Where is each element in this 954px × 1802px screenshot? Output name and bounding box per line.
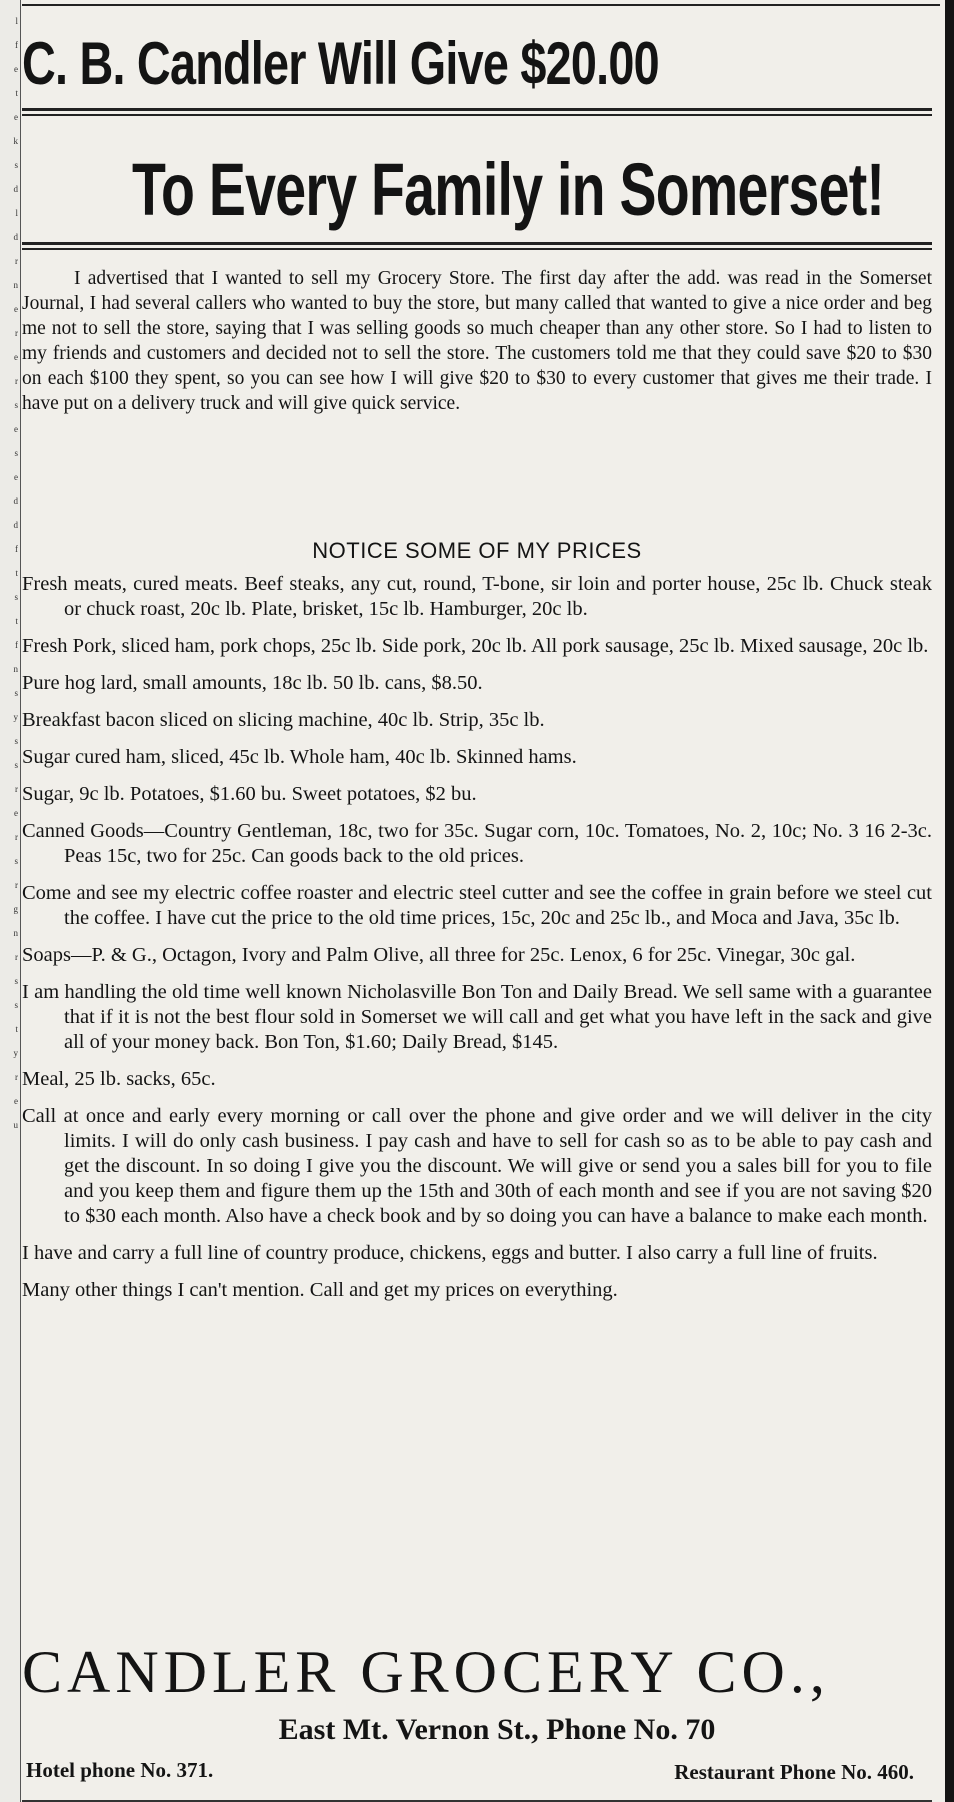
adjacent-column-fragments bbox=[0, 0, 21, 1802]
margin-fragment: s bbox=[14, 400, 18, 410]
margin-fragment: n bbox=[13, 664, 18, 674]
company-address: East Mt. Vernon St., Phone No. 70 bbox=[278, 1713, 716, 1746]
company-name: CANDLER GROCERY CO., bbox=[22, 1639, 830, 1705]
margin-fragment: r bbox=[15, 256, 18, 266]
margin-fragment: s bbox=[14, 688, 18, 698]
margin-fragment: s bbox=[14, 976, 18, 986]
price-list bbox=[22, 572, 932, 1315]
margin-fragment: d bbox=[13, 184, 18, 194]
margin-fragment: y bbox=[13, 1048, 18, 1058]
margin-fragment: e bbox=[14, 304, 18, 314]
headline-line-1: C. B. Candler Will Give $20.00 bbox=[22, 30, 659, 97]
margin-fragment: y bbox=[13, 712, 18, 722]
margin-fragment: r bbox=[15, 1072, 18, 1082]
price-item-coffee: Come and see my electric coffee roaster and electric steel cutter and see the coffee in grain before we steel cut the coffee. I have cut the price to the old time prices, 15c, 20c and 25c lb., and Moca and Java, 35c lb. bbox=[22, 882, 932, 929]
price-item-canned-goods: Canned Goods—Country Gentleman, 18c, two for 35c. Sugar corn, 10c. Tomatoes, No. 2, 10c; No. 3 16 2-3c. Peas 15c, two for 25c. Can goods back to the old prices. bbox=[22, 820, 932, 867]
prices-heading: NOTICE SOME OF MY PRICES bbox=[312, 538, 642, 563]
price-item-delivery: Call at once and early every morning or call over the phone and give order and we will deliver in the city limits. I will do only cash business. I pay cash and have to sell for cash so as to be able to pay cash and get the discount. In so doing I give you the discount. We will give or send you a sales bill for you to file and you keep them and figure them up the 15th and 30th of each month and see if you are not saving $20 to $30 each month. Also have a check book and by so doing you can have a balance to make each month. bbox=[22, 1105, 932, 1227]
headline-line-2: To Every Family in Somerset! bbox=[132, 148, 885, 231]
margin-fragment: e bbox=[14, 112, 18, 122]
right-column-border bbox=[945, 0, 954, 1802]
margin-fragment: f bbox=[15, 544, 18, 554]
price-item-pork: Fresh Pork, sliced ham, pork chops, 25c lb. Side pork, 20c lb. All pork sausage, 25c lb. Mixed sausage, 20c lb. bbox=[22, 635, 929, 657]
price-item-meats: Fresh meats, cured meats. Beef steaks, any cut, round, T-bone, sir loin and porter house, 25c lb. Chuck steak or chuck roast, 20c lb. Plate, brisket, 15c lb. Hamburger, 20c lb. bbox=[22, 573, 932, 620]
margin-fragment: n bbox=[13, 928, 18, 938]
advertisement bbox=[22, 0, 932, 1802]
margin-fragment: u bbox=[13, 1120, 18, 1130]
margin-fragment: e bbox=[14, 1096, 18, 1106]
margin-fragment: g bbox=[13, 904, 18, 914]
margin-fragment: r bbox=[15, 328, 18, 338]
margin-fragment: e bbox=[14, 424, 18, 434]
margin-fragment: r bbox=[15, 784, 18, 794]
margin-fragment: d bbox=[13, 496, 18, 506]
margin-fragment: e bbox=[14, 352, 18, 362]
price-item-lard: Pure hog lard, small amounts, 18c lb. 50 lb. cans, $8.50. bbox=[22, 672, 483, 694]
margin-fragment: d bbox=[13, 520, 18, 530]
price-item-ham: Sugar cured ham, sliced, 45c lb. Whole ham, 40c lb. Skinned hams. bbox=[22, 746, 577, 768]
price-item-bacon: Breakfast bacon sliced on slicing machine, 40c lb. Strip, 35c lb. bbox=[22, 709, 545, 731]
margin-fragment: l bbox=[15, 208, 18, 218]
margin-fragment: t bbox=[15, 568, 18, 578]
margin-fragment: r bbox=[15, 376, 18, 386]
margin-fragment: r bbox=[15, 952, 18, 962]
price-item-meal: Meal, 25 lb. sacks, 65c. bbox=[22, 1068, 216, 1090]
headline-rule-1 bbox=[22, 108, 932, 116]
price-item-sugar: Sugar, 9c lb. Potatoes, $1.60 bu. Sweet potatoes, $2 bu. bbox=[22, 783, 477, 805]
margin-fragment: s bbox=[14, 856, 18, 866]
margin-fragment: d bbox=[13, 232, 18, 242]
margin-fragment: f bbox=[15, 40, 18, 50]
restaurant-phone: Restaurant Phone No. 460. bbox=[674, 1760, 914, 1784]
margin-fragment: e bbox=[14, 64, 18, 74]
margin-fragment: s bbox=[14, 448, 18, 458]
margin-fragment: n bbox=[13, 280, 18, 290]
margin-fragment: t bbox=[15, 88, 18, 98]
margin-fragment: f bbox=[15, 640, 18, 650]
margin-fragment: s bbox=[14, 760, 18, 770]
margin-fragment: k bbox=[13, 136, 18, 146]
margin-fragment: t bbox=[15, 616, 18, 626]
price-item-flour: I am handling the old time well known Nicholasville Bon Ton and Daily Bread. We sell same with a guarantee that if it is not the best flour sold in Somerset we will call and get what you have left in the sack and give all of your money back. Bon Ton, $1.60; Daily Bread, $145. bbox=[22, 981, 932, 1053]
price-item-soaps: Soaps—P. & G., Octagon, Ivory and Palm Olive, all three for 25c. Lenox, 6 for 25c. Vinegar, 30c gal. bbox=[22, 944, 856, 966]
margin-fragment: s bbox=[14, 160, 18, 170]
margin-fragment: s bbox=[14, 592, 18, 602]
margin-fragment: l bbox=[15, 16, 18, 26]
margin-fragment: s bbox=[14, 1000, 18, 1010]
price-item-produce: I have and carry a full line of country produce, chickens, eggs and butter. I also carry a full line of fruits. bbox=[22, 1242, 878, 1264]
price-item-other: Many other things I can't mention. Call and get my prices on everything. bbox=[22, 1279, 618, 1301]
intro-paragraph: I advertised that I wanted to sell my Grocery Store. The first day after the add. was read in the Somerset Journal, I had several callers who wanted to buy the store, but many called that wanted to give a nice order and beg me not to sell the store, saying that I was selling goods so much cheaper than any other store. So I had to listen to my friends and customers and decided not to sell the store. The customers told me that they could save $20 to $30 on each $100 they spent, so you can see how I will give $20 to $30 to every customer that gives me their trade. I have put on a delivery truck and will give quick service. bbox=[22, 268, 932, 414]
hotel-phone: Hotel phone No. 371. bbox=[26, 1758, 214, 1782]
margin-fragment: t bbox=[15, 1024, 18, 1034]
margin-fragment: e bbox=[14, 472, 18, 482]
margin-fragment: s bbox=[14, 736, 18, 746]
headline-rule-2 bbox=[22, 242, 932, 250]
margin-fragment: r bbox=[15, 832, 18, 842]
margin-fragment: r bbox=[15, 880, 18, 890]
margin-fragment: e bbox=[14, 808, 18, 818]
